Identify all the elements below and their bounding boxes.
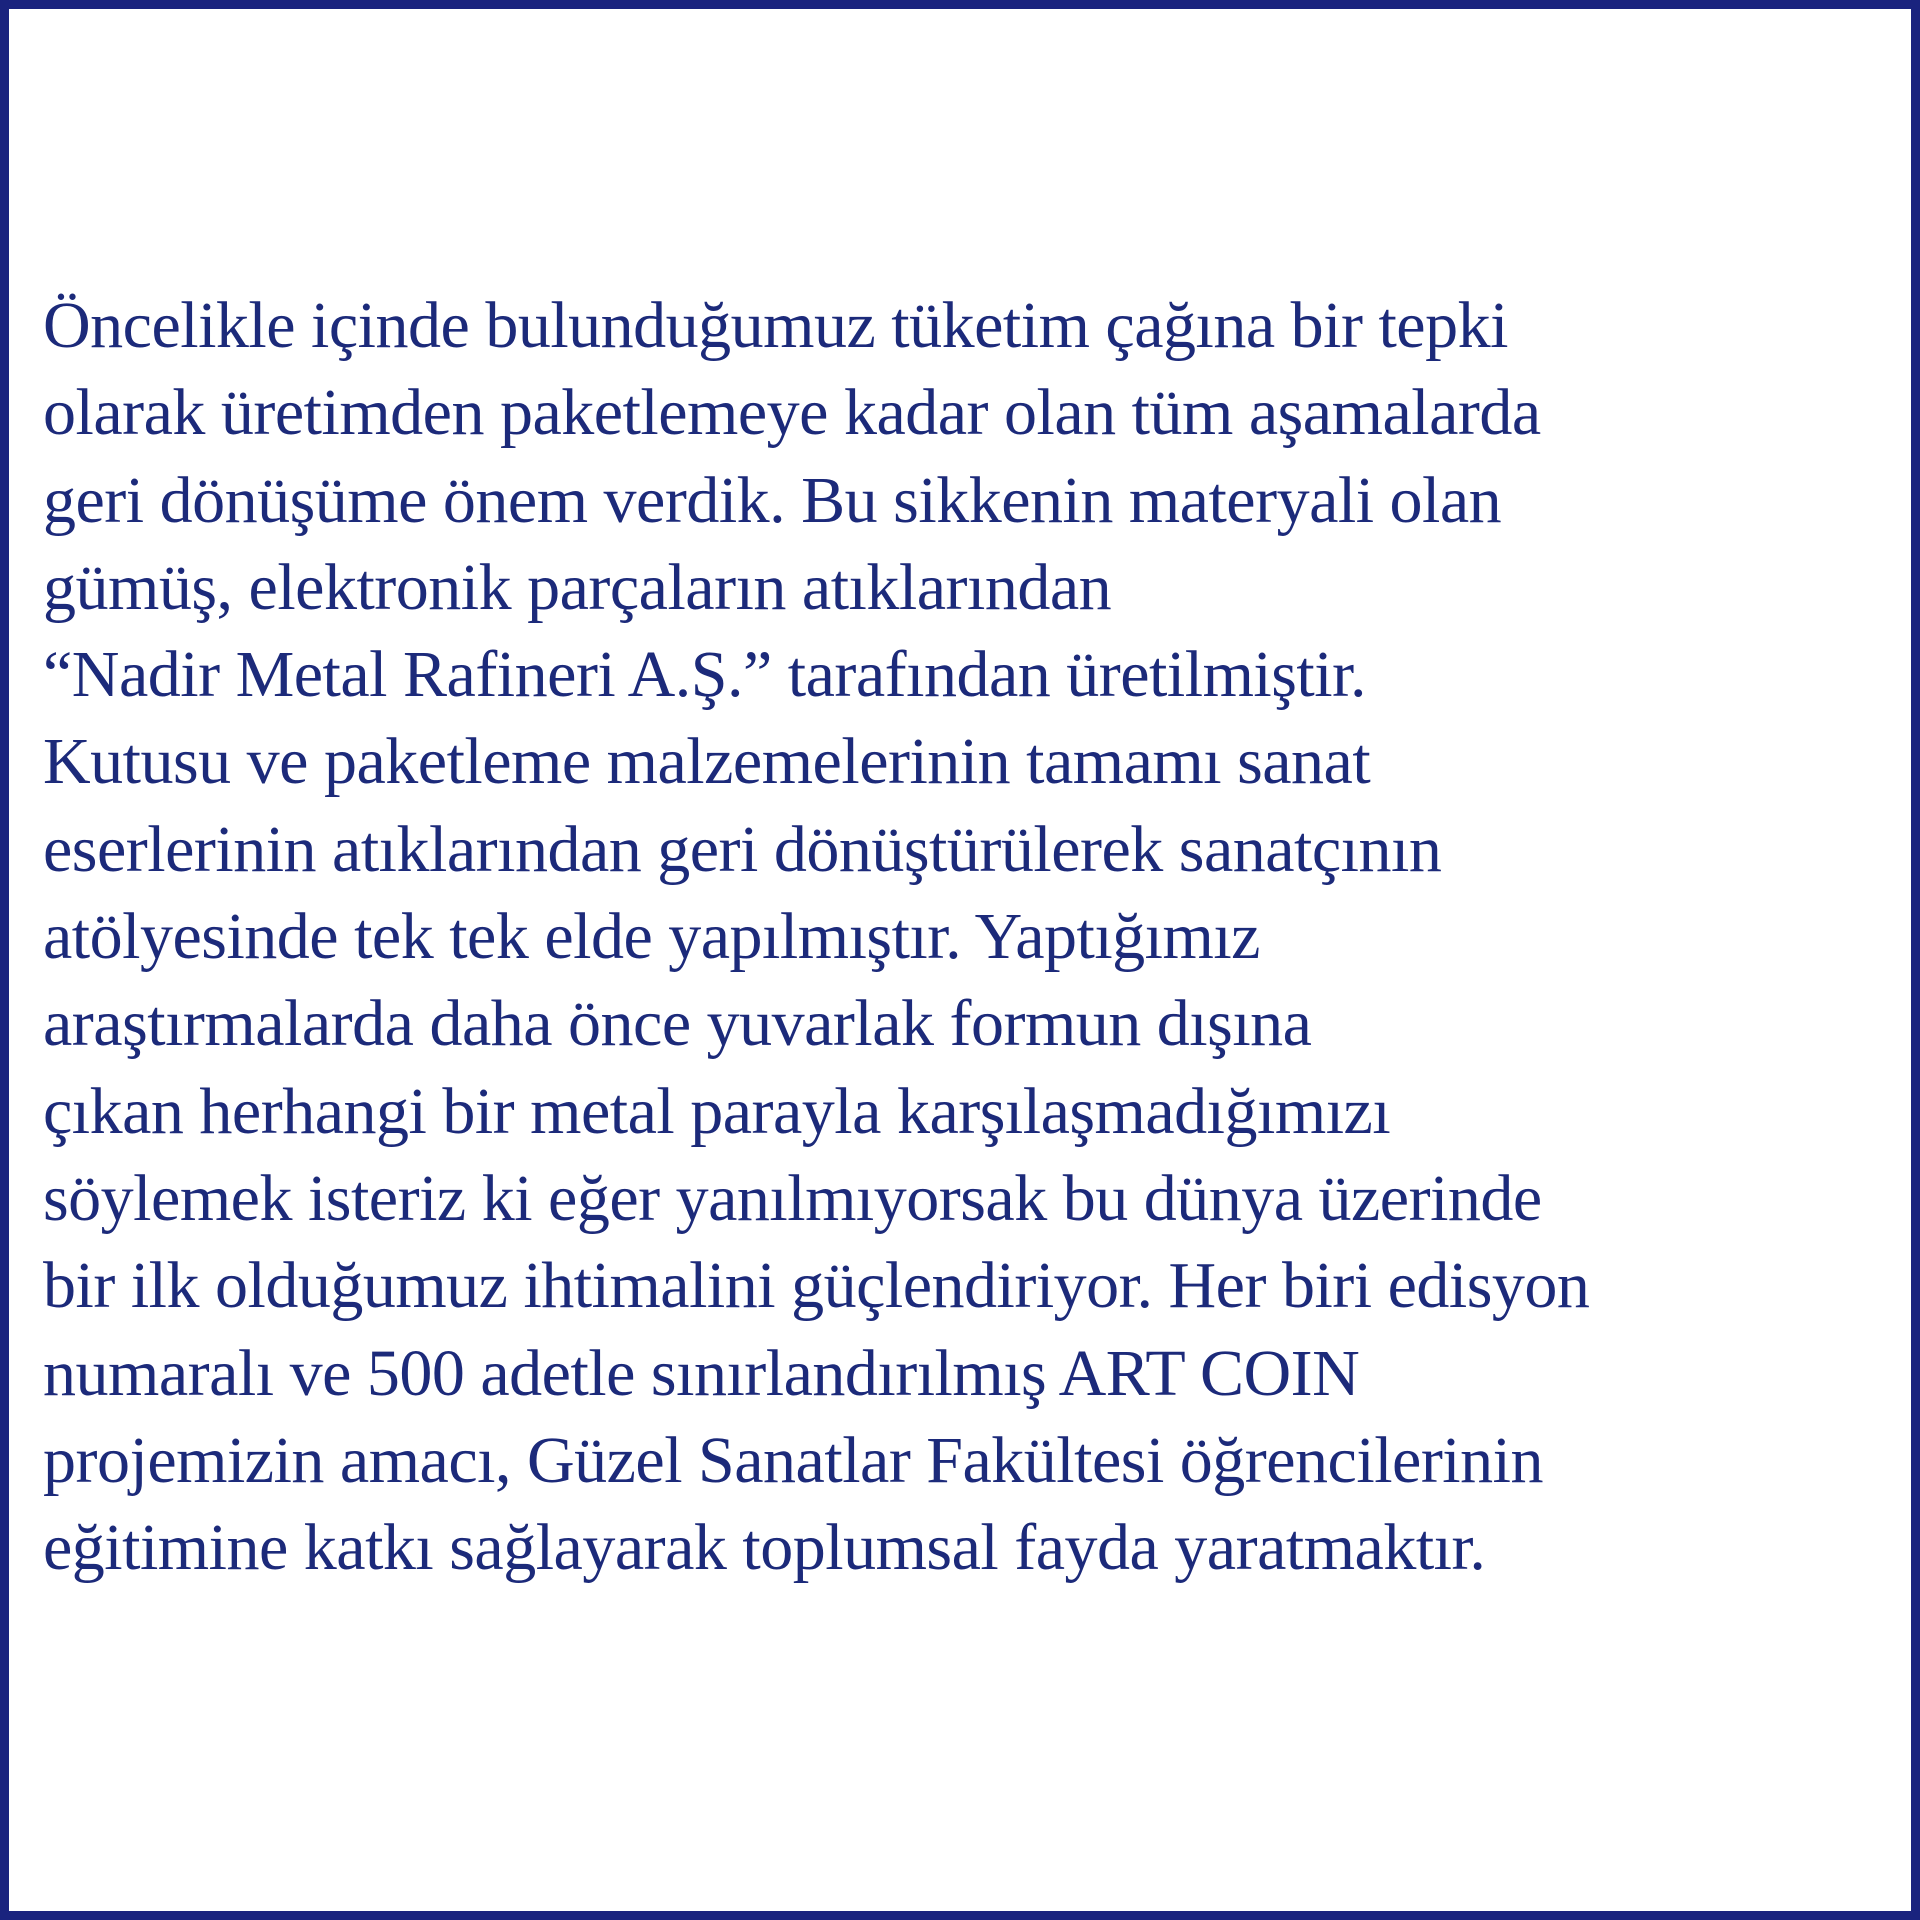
paragraph-line: “Nadir Metal Rafineri A.Ş.” tarafından üretilmiştir.	[43, 638, 1366, 712]
paragraph-line: gümüş, elektronik parçaların atıklarından	[43, 550, 1112, 624]
paragraph-line: projemizin amacı, Güzel Sanatlar Fakültesi öğrencilerinin	[43, 1423, 1543, 1497]
paragraph-line: Kutusu ve paketleme malzemelerinin tamamı sanat	[43, 725, 1371, 799]
body-paragraph	[43, 282, 1903, 1591]
paragraph-line: olarak üretimden paketlemeye kadar olan tüm aşamalarda	[43, 376, 1541, 450]
paragraph-line: eğitimine katkı sağlayarak toplumsal fayda yaratmaktır.	[43, 1511, 1486, 1585]
paragraph-line: bir ilk olduğumuz ihtimalini güçlendiriyor. Her biri edisyon	[43, 1249, 1590, 1323]
paragraph-line: numaralı ve 500 adetle sınırlandırılmış ART COIN	[43, 1336, 1360, 1410]
paragraph-line: geri dönüşüme önem verdik. Bu sikkenin materyali olan	[43, 463, 1502, 537]
paragraph-line: araştırmalarda daha önce yuvarlak formun dışına	[43, 987, 1312, 1061]
paragraph-line: çıkan herhangi bir metal parayla karşılaşmadığımızı	[43, 1074, 1391, 1148]
paragraph-line: söylemek isteriz ki eğer yanılmıyorsak bu dünya üzerinde	[43, 1161, 1542, 1235]
paragraph-line: Öncelikle içinde bulunduğumuz tüketim çağına bir tepki	[43, 289, 1508, 362]
paragraph-line: eserlerinin atıklarından geri dönüştürülerek sanatçının	[43, 812, 1442, 886]
paragraph-line: atölyesinde tek tek elde yapılmıştır. Yaptığımız	[43, 900, 1260, 974]
